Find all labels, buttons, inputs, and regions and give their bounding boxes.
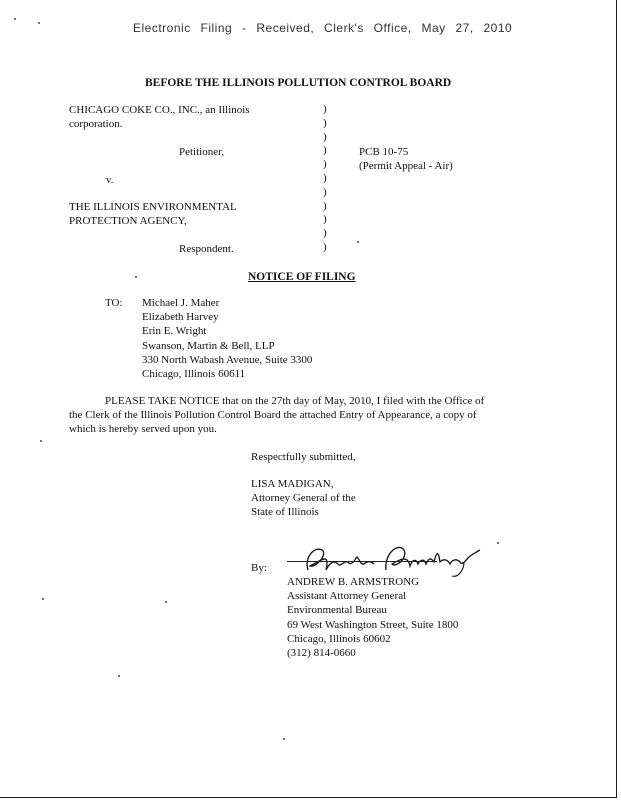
attorney-title: Assistant Attorney General — [287, 590, 407, 603]
notice-body-line2: the Clerk of the Illinois Pollution Control Board the attached Entry of Appearance, a copy of — [69, 409, 477, 421]
paren: ) — [323, 130, 327, 143]
ag-title: Attorney General of the — [251, 492, 356, 504]
page-border-bottom — [0, 797, 617, 798]
scan-speck — [42, 598, 44, 600]
scan-speck — [118, 675, 120, 677]
scan-speck — [38, 22, 40, 24]
filing-stamp: Electronic Filing - Received, Clerk's Office, May 27, 2010 — [133, 21, 513, 35]
notice-title: NOTICE OF FILING — [248, 271, 356, 283]
respondent-name-line1: THE ILLINOIS ENVIRONMENTAL — [69, 201, 237, 213]
respondent-name-line2: PROTECTION AGENCY, — [69, 215, 187, 227]
city-address: Chicago, Illinois 60602 — [287, 632, 391, 645]
scan-speck — [165, 601, 167, 603]
board-title: BEFORE THE ILLINOIS POLLUTION CONTROL BOARD — [145, 77, 452, 89]
recipient-line: Erin E. Wright — [142, 325, 207, 338]
paren: ) — [323, 103, 327, 115]
petitioner-name-line1: CHICAGO COKE CO., INC., an Illinois — [69, 104, 250, 116]
paren: ) — [323, 213, 327, 226]
respondent-role: Respondent. — [179, 243, 234, 255]
bureau: Environmental Bureau — [287, 604, 387, 617]
scan-speck — [357, 241, 359, 243]
petitioner-role: Petitioner, — [179, 146, 225, 158]
recipient-line: Swanson, Martin & Bell, LLP — [142, 339, 275, 352]
paren: ) — [323, 240, 327, 253]
petitioner-name-line2: corporation. — [69, 118, 123, 130]
case-number: PCB 10-75 — [359, 146, 409, 158]
paren: ) — [323, 171, 327, 184]
closing: Respectfully submitted, — [251, 451, 356, 463]
recipient-line: Elizabeth Harvey — [142, 311, 219, 324]
attorney-info — [287, 575, 458, 660]
versus-label: v. — [106, 174, 114, 186]
recipient-list — [142, 296, 312, 381]
handwritten-signature — [300, 540, 490, 580]
scan-speck — [40, 440, 42, 442]
by-label: By: — [251, 562, 267, 574]
notice-body-line3: which is hereby served upon you. — [69, 423, 217, 435]
case-type: (Permit Appeal - Air) — [359, 160, 453, 172]
paren: ) — [323, 227, 327, 240]
recipient-line: 330 North Wabash Avenue, Suite 3300 — [142, 353, 313, 366]
recipient-line: Michael J. Maher — [142, 297, 220, 309]
ag-name: LISA MADIGAN, — [251, 478, 334, 490]
paren: ) — [323, 116, 327, 129]
attorney-name: ANDREW B. ARMSTRONG — [287, 576, 420, 588]
scan-speck — [497, 542, 499, 544]
paren: ) — [323, 144, 327, 157]
to-label: TO: — [105, 297, 123, 309]
ag-state: State of Illinois — [251, 506, 319, 518]
phone-number: (312) 814-0660 — [287, 647, 356, 660]
street-address: 69 West Washington Street, Suite 1800 — [287, 618, 459, 631]
scan-speck — [135, 276, 137, 278]
signature-line — [287, 561, 437, 562]
paren: ) — [323, 185, 327, 198]
paren: ) — [323, 199, 327, 212]
caption-parentheses — [323, 103, 327, 255]
page-border-right — [616, 0, 617, 797]
scan-speck — [14, 18, 16, 20]
paren: ) — [323, 158, 327, 171]
recipient-line: Chicago, Illinois 60611 — [142, 368, 246, 381]
notice-body-line1: PLEASE TAKE NOTICE that on the 27th day of May, 2010, I filed with the Office of — [105, 395, 485, 407]
scan-speck — [283, 738, 285, 740]
